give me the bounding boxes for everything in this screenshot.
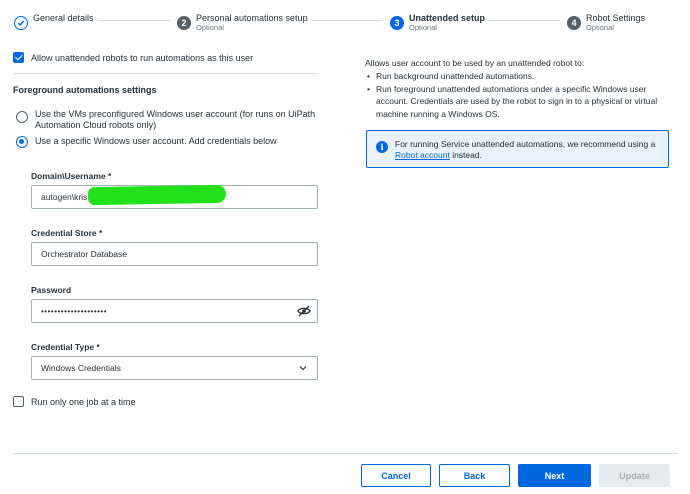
- info-bullet: • Run background unattended automations.: [365, 70, 665, 83]
- credential-type-label: Credential Type *: [31, 342, 100, 352]
- chevron-down-icon: [299, 365, 307, 371]
- radio-button[interactable]: [16, 136, 28, 148]
- one-job-label: Run only one job at a time: [31, 396, 136, 407]
- step-title: Unattended setup: [409, 13, 486, 23]
- update-button[interactable]: Update: [599, 464, 670, 487]
- one-job-checkbox[interactable]: [13, 396, 24, 407]
- step-subtitle: Optional: [586, 23, 614, 32]
- radio-label: Use a specific Windows user account. Add credentials below: [35, 136, 277, 146]
- step-general-details[interactable]: [14, 13, 94, 30]
- password-value: ••••••••••••••••••••: [41, 306, 108, 316]
- step-title: Personal automations setup: [196, 13, 308, 23]
- step-connector: [488, 20, 560, 21]
- credential-type-select[interactable]: [31, 356, 318, 380]
- credential-store-input[interactable]: [31, 242, 318, 266]
- password-label: Password: [31, 285, 72, 295]
- step-number: 4: [567, 16, 581, 30]
- domain-username-value: autogen\kris: [41, 192, 88, 202]
- info-bullets: [365, 70, 665, 120]
- step-subtitle: Optional: [196, 23, 224, 32]
- info-callout-suffix: instead.: [449, 150, 482, 160]
- radio-button[interactable]: [16, 111, 28, 123]
- step-number: 3: [390, 16, 404, 30]
- info-callout-prefix: For running Service unattended automations, we recommend using a: [395, 139, 656, 149]
- robot-account-link[interactable]: Robot account: [395, 150, 450, 160]
- credential-store-value: Orchestrator Database: [41, 249, 127, 259]
- allow-unattended-option[interactable]: [13, 52, 253, 63]
- step-robot-settings[interactable]: [567, 13, 645, 33]
- redaction-scribble: [88, 185, 226, 205]
- back-button[interactable]: Back: [439, 464, 510, 487]
- step-title: General details: [33, 13, 94, 23]
- info-bullet: • Run foreground unattended automations under a specific Windows user account. Credentials are used by the robot to sign in to a physical or virtual machine running a Windows OS.: [365, 83, 665, 121]
- footer-divider: [13, 453, 678, 454]
- allow-unattended-checkbox[interactable]: [13, 52, 24, 63]
- next-button[interactable]: Next: [518, 464, 591, 487]
- divider: [13, 73, 318, 74]
- credential-type-value: Windows Credentials: [41, 363, 121, 373]
- step-connector: [312, 20, 382, 21]
- step-connector: [98, 20, 170, 21]
- radio-label: Use the VMs preconfigured Windows user account (for runs on UiPath Automation Cloud robots only): [35, 109, 316, 130]
- cancel-button[interactable]: Cancel: [361, 464, 431, 487]
- password-input[interactable]: [31, 299, 318, 323]
- info-callout: [366, 130, 669, 168]
- step-personal-automations[interactable]: [177, 13, 308, 33]
- one-job-option[interactable]: [13, 396, 136, 407]
- info-heading: Allows user account to be used by an unattended robot to:: [365, 58, 585, 68]
- step-title: Robot Settings: [586, 13, 646, 23]
- check-icon: [14, 16, 28, 30]
- info-callout-text: [395, 139, 665, 161]
- info-icon: i: [376, 141, 388, 153]
- domain-username-label: Domain\Username *: [31, 171, 112, 181]
- step-subtitle: Optional: [409, 23, 437, 32]
- step-number: 2: [177, 16, 191, 30]
- allow-unattended-label: Allow unattended robots to run automations as this user: [31, 52, 254, 63]
- radio-preconfigured-account[interactable]: [16, 109, 320, 131]
- radio-specific-account[interactable]: [16, 136, 320, 148]
- eye-off-icon[interactable]: [297, 305, 311, 317]
- foreground-settings-title: Foreground automations settings: [13, 85, 157, 95]
- setup-stepper: [0, 0, 690, 42]
- step-unattended-setup[interactable]: [390, 13, 485, 33]
- credential-store-label: Credential Store *: [31, 228, 103, 238]
